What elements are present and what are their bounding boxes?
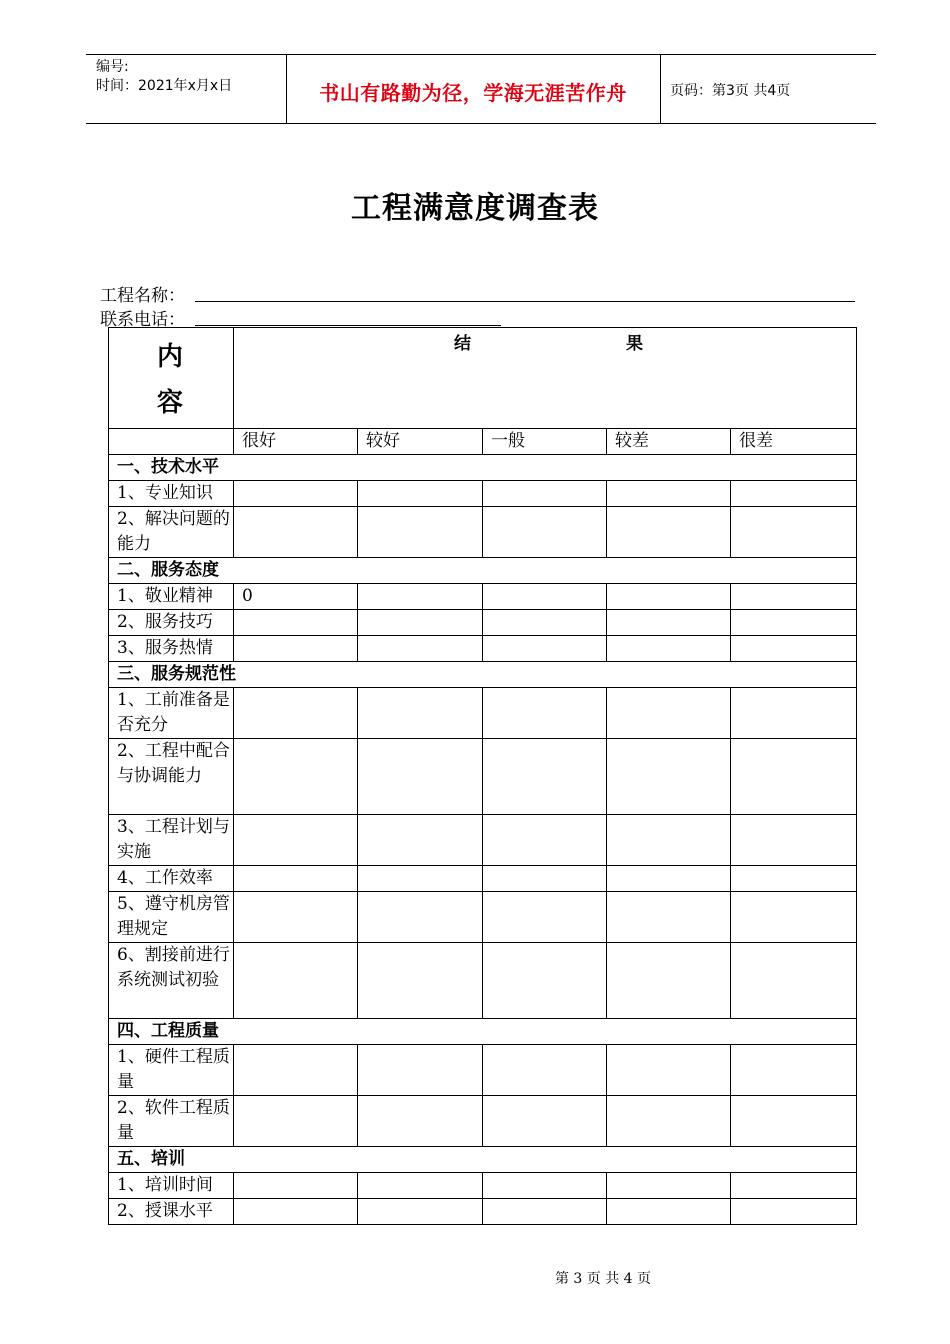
rating-cell[interactable]	[234, 739, 358, 815]
item-label: 2、软件工程质量	[109, 1096, 234, 1147]
rating-cell[interactable]	[483, 1045, 607, 1096]
item-label: 1、培训时间	[109, 1173, 234, 1199]
rating-cell[interactable]	[731, 507, 857, 558]
rating-cell[interactable]	[358, 815, 483, 866]
rating-cell[interactable]	[607, 1199, 731, 1225]
rating-cell[interactable]	[607, 1096, 731, 1147]
table-head-row	[109, 328, 857, 429]
rating-cell[interactable]	[358, 892, 483, 943]
option-header: 很差	[731, 429, 857, 455]
section-row	[109, 1019, 857, 1045]
table-row	[109, 481, 857, 507]
rating-cell[interactable]	[731, 610, 857, 636]
rating-cell[interactable]	[607, 943, 731, 1019]
table-row	[109, 739, 857, 815]
rating-cell[interactable]	[731, 1045, 857, 1096]
section-label: 二、服务态度	[109, 558, 857, 584]
rating-cell[interactable]	[234, 943, 358, 1019]
option-header: 较差	[607, 429, 731, 455]
rating-cell[interactable]	[607, 584, 731, 610]
rating-cell[interactable]	[358, 688, 483, 739]
rating-cell[interactable]	[607, 688, 731, 739]
option-header: 一般	[483, 429, 607, 455]
item-label: 1、专业知识	[109, 481, 234, 507]
rating-cell[interactable]	[731, 688, 857, 739]
item-label: 3、服务热情	[109, 636, 234, 662]
item-label: 2、解决问题的能力	[109, 507, 234, 558]
rating-cell[interactable]	[731, 1096, 857, 1147]
rating-cell[interactable]	[234, 481, 358, 507]
section-label: 五、培训	[109, 1147, 857, 1173]
rating-cell[interactable]	[483, 1096, 607, 1147]
rating-cell[interactable]	[483, 739, 607, 815]
item-label: 2、服务技巧	[109, 610, 234, 636]
rating-cell[interactable]	[607, 610, 731, 636]
rating-cell[interactable]	[483, 584, 607, 610]
rating-cell[interactable]	[731, 1199, 857, 1225]
rating-cell[interactable]	[607, 815, 731, 866]
rating-cell[interactable]	[607, 1173, 731, 1199]
header-right-cell	[660, 55, 876, 123]
rating-cell[interactable]	[358, 1173, 483, 1199]
rating-cell[interactable]	[483, 481, 607, 507]
rating-cell[interactable]	[234, 610, 358, 636]
item-label: 2、工程中配合与协调能力	[109, 739, 234, 815]
options-blank-cell	[109, 429, 234, 455]
table-row	[109, 610, 857, 636]
rating-cell[interactable]	[358, 943, 483, 1019]
rating-cell[interactable]	[234, 1045, 358, 1096]
rating-cell[interactable]	[607, 1045, 731, 1096]
header-left-cell	[86, 55, 287, 123]
rating-cell[interactable]	[731, 815, 857, 866]
item-label: 5、遵守机房管理规定	[109, 892, 234, 943]
footer-page-number: 第 3 页 共 4 页	[554, 1271, 652, 1287]
phone-label: 联系电话：	[100, 310, 185, 330]
rating-cell[interactable]	[731, 584, 857, 610]
option-header: 较好	[358, 429, 483, 455]
rating-cell[interactable]	[483, 610, 607, 636]
rating-cell[interactable]: 0	[234, 584, 358, 610]
serial-label: 编号:	[96, 59, 129, 75]
project-name-field	[100, 281, 185, 306]
item-label: 1、敬业精神	[109, 584, 234, 610]
rating-cell[interactable]	[358, 739, 483, 815]
rating-cell[interactable]	[731, 892, 857, 943]
rating-cell[interactable]	[234, 1199, 358, 1225]
rating-cell[interactable]	[731, 636, 857, 662]
table-row	[109, 943, 857, 1019]
rating-cell[interactable]	[607, 866, 731, 892]
rating-cell[interactable]	[731, 739, 857, 815]
rating-cell[interactable]	[483, 636, 607, 662]
document-title: 工程满意度调查表	[351, 191, 599, 226]
section-row	[109, 558, 857, 584]
rating-cell[interactable]	[607, 739, 731, 815]
table-row	[109, 1045, 857, 1096]
rating-cell[interactable]	[607, 892, 731, 943]
section-label: 四、工程质量	[109, 1019, 857, 1045]
rating-cell[interactable]	[483, 688, 607, 739]
rating-cell[interactable]	[358, 507, 483, 558]
rating-cell[interactable]	[358, 1045, 483, 1096]
rating-cell[interactable]	[358, 1199, 483, 1225]
rating-cell[interactable]	[358, 1096, 483, 1147]
option-header: 很好	[234, 429, 358, 455]
options-row	[109, 429, 857, 455]
rating-cell[interactable]	[234, 815, 358, 866]
table-row	[109, 1199, 857, 1225]
table-row	[109, 1096, 857, 1147]
result-head-2: 果	[626, 334, 643, 354]
content-header-cell	[109, 328, 234, 429]
page-header	[86, 54, 876, 124]
page-info: 页码：第3页 共4页	[670, 83, 791, 99]
rating-cell[interactable]	[358, 610, 483, 636]
result-head-1: 结	[454, 334, 471, 354]
content-head-1: 内	[157, 342, 184, 372]
rating-cell[interactable]	[234, 636, 358, 662]
survey-table	[108, 327, 857, 1225]
rating-cell[interactable]	[234, 1173, 358, 1199]
item-label: 1、工前准备是否充分	[109, 688, 234, 739]
result-header-cell	[234, 328, 857, 429]
item-label: 2、授课水平	[109, 1199, 234, 1225]
rating-cell[interactable]	[483, 507, 607, 558]
table-row	[109, 1173, 857, 1199]
phone-line[interactable]	[195, 325, 501, 326]
table-row	[109, 636, 857, 662]
item-label: 4、工作效率	[109, 866, 234, 892]
rating-cell[interactable]	[358, 636, 483, 662]
date-label: 时间：2021年x月x日	[96, 78, 233, 94]
project-name-line[interactable]	[195, 301, 855, 302]
rating-cell[interactable]	[483, 1199, 607, 1225]
item-label: 1、硬件工程质量	[109, 1045, 234, 1096]
rating-cell[interactable]	[483, 866, 607, 892]
rating-cell[interactable]	[234, 1096, 358, 1147]
table-row	[109, 688, 857, 739]
table-row	[109, 507, 857, 558]
motto: 书山有路勤为径，学海无涯苦作舟	[319, 81, 627, 105]
rating-cell[interactable]	[483, 815, 607, 866]
rating-cell[interactable]	[234, 866, 358, 892]
header-center-cell	[286, 55, 661, 123]
rating-cell[interactable]	[607, 636, 731, 662]
rating-cell[interactable]	[731, 943, 857, 1019]
section-label: 三、服务规范性	[109, 662, 857, 688]
rating-cell[interactable]	[731, 1173, 857, 1199]
table-row	[109, 892, 857, 943]
content-head-2: 容	[157, 388, 184, 418]
project-name-label: 工程名称：	[100, 286, 185, 306]
rating-cell[interactable]	[483, 943, 607, 1019]
rating-cell[interactable]	[607, 507, 731, 558]
item-label: 6、割接前进行系统测试初验	[109, 943, 234, 1019]
rating-cell[interactable]	[234, 507, 358, 558]
rating-cell[interactable]	[607, 481, 731, 507]
item-label: 3、工程计划与实施	[109, 815, 234, 866]
table-row	[109, 584, 857, 610]
rating-cell[interactable]	[358, 481, 483, 507]
section-label: 一、技术水平	[109, 455, 857, 481]
rating-cell[interactable]	[483, 892, 607, 943]
table-row	[109, 866, 857, 892]
rating-cell[interactable]	[731, 866, 857, 892]
section-row	[109, 455, 857, 481]
rating-cell[interactable]	[731, 481, 857, 507]
rating-cell[interactable]	[358, 866, 483, 892]
section-row	[109, 1147, 857, 1173]
table-row	[109, 815, 857, 866]
rating-cell[interactable]	[358, 584, 483, 610]
rating-cell[interactable]	[234, 688, 358, 739]
page-footer	[0, 1268, 950, 1288]
rating-cell[interactable]	[234, 892, 358, 943]
rating-cell[interactable]	[483, 1173, 607, 1199]
section-row	[109, 662, 857, 688]
